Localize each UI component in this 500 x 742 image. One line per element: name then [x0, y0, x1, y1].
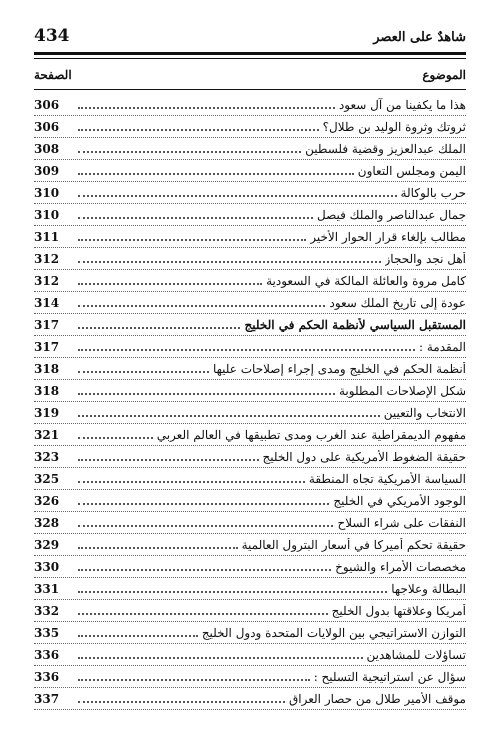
book-title: شاهدٌ على العصر [373, 30, 466, 45]
toc-entry-row [34, 336, 466, 358]
toc-entry-row [34, 666, 466, 688]
dot-leader [78, 678, 310, 681]
dot-leader [78, 128, 319, 131]
table-of-contents [34, 94, 466, 710]
toc-entry-row [34, 688, 466, 710]
dot-leader [78, 194, 397, 197]
toc-entry-title: التوازن الاستراتيجي بين الولايات المتحدة ودول الخليج [201, 625, 466, 640]
dot-leader [78, 282, 262, 285]
toc-entry-row [34, 622, 466, 644]
toc-page-number: 321 [34, 427, 60, 442]
header-rule-thick [34, 52, 466, 55]
dot-leader [78, 304, 325, 307]
toc-page-number: 328 [34, 515, 60, 530]
toc-page-number: 310 [34, 185, 60, 200]
toc-entry-title: جمال عبدالناصر والملك فيصل [317, 207, 466, 222]
header-rule-thin [34, 58, 466, 59]
toc-page-number: 306 [34, 97, 60, 112]
toc-entry-title: اليمن ومجلس التعاون [357, 163, 466, 178]
toc-page-number: 326 [34, 493, 60, 508]
toc-entry-row [34, 358, 466, 380]
running-head [34, 26, 466, 46]
toc-entry-title: مخصصات الأمراء والشيوخ [335, 559, 466, 574]
page-number: 434 [34, 26, 70, 46]
dot-leader [78, 568, 331, 571]
toc-entry-row [34, 138, 466, 160]
toc-entry-row [34, 578, 466, 600]
dot-leader [78, 502, 329, 505]
toc-page-number: 314 [34, 295, 60, 310]
toc-entry-title: حقيقة تحكم أميركا في أسعار البترول العالمية [241, 537, 466, 552]
toc-page-number: 337 [34, 691, 60, 706]
toc-entry-row [34, 226, 466, 248]
toc-entry-row [34, 248, 466, 270]
toc-page-number: 310 [34, 207, 60, 222]
toc-page-number: 312 [34, 251, 60, 266]
toc-entry-title: السياسة الأمريكية تجاه المنطقة [308, 471, 466, 486]
toc-entry-row [34, 600, 466, 622]
toc-page-number: 311 [34, 229, 60, 244]
page-column-header: الصفحة [34, 68, 72, 82]
toc-entry-title: شكل الإصلاحات المطلوبة [338, 383, 466, 398]
dot-leader [78, 348, 415, 351]
toc-page-number: 309 [34, 163, 60, 178]
dot-leader [78, 260, 381, 263]
toc-page-number: 318 [34, 383, 60, 398]
toc-page-number: 329 [34, 537, 60, 552]
toc-page-number: 318 [34, 361, 60, 376]
toc-page-number: 325 [34, 471, 60, 486]
dot-leader [78, 458, 259, 461]
dot-leader [78, 326, 240, 329]
toc-entry-row [34, 94, 466, 116]
toc-entry-row [34, 160, 466, 182]
dot-leader [78, 546, 238, 549]
dot-leader [78, 392, 335, 395]
toc-entry-title: أهل نجد والحجاز [384, 251, 466, 266]
toc-page-number: 312 [34, 273, 60, 288]
toc-entry-row [34, 182, 466, 204]
toc-page-number: 306 [34, 119, 60, 134]
toc-entry-title: كامل مروة والعائلة المالكة في السعودية [266, 273, 466, 288]
dot-leader [78, 150, 301, 153]
toc-page-number: 336 [34, 647, 60, 662]
topic-column-header: الموضوع [422, 68, 466, 82]
dot-leader [78, 238, 306, 241]
dot-leader [78, 480, 305, 483]
toc-entry-row [34, 204, 466, 226]
toc-entry-title: مطالب بإلغاء قرار الحوار الأخير [310, 229, 466, 244]
dot-leader [78, 216, 313, 219]
dot-leader [78, 656, 363, 659]
toc-page-number: 317 [34, 317, 60, 332]
toc-entry-title: البطالة وعلاجها [391, 581, 466, 596]
toc-entry-row [34, 446, 466, 468]
toc-entry-title: حقيقة الضغوط الأمريكية على دول الخليج [262, 449, 466, 464]
toc-entry-title: أنظمة الحكم في الخليج ومدى إجراء إصلاحات عليها [212, 361, 466, 376]
toc-entry-title: الانتخاب والتعيين [383, 405, 466, 420]
toc-entry-title: الوجود الأمريكي في الخليج [333, 493, 466, 508]
dot-leader [78, 634, 198, 637]
toc-entry-row [34, 270, 466, 292]
toc-entry-row [34, 380, 466, 402]
toc-entry-title: الملك عبدالعزيز وقضية فلسطين [305, 141, 466, 156]
toc-entry-row [34, 468, 466, 490]
toc-page-number: 323 [34, 449, 60, 464]
toc-page-number: 335 [34, 625, 60, 640]
toc-page-number: 331 [34, 581, 60, 596]
toc-entry-title: تساؤلات للمشاهدين [366, 647, 466, 662]
toc-entry-row [34, 402, 466, 424]
dot-leader [78, 414, 380, 417]
toc-page-number: 336 [34, 669, 60, 684]
toc-entry-title: عودة إلى تاريخ الملك سعود [329, 295, 466, 310]
dot-leader [78, 524, 333, 527]
toc-section-row [34, 314, 466, 336]
toc-entry-row [34, 424, 466, 446]
toc-entry-title: هذا ما يكفينا من آل سعود [338, 97, 466, 112]
toc-entry-title: المستقبل السياسي لأنظمة الحكم في الخليج [244, 317, 466, 332]
dot-leader [78, 172, 354, 175]
dot-leader [78, 590, 387, 593]
toc-entry-row [34, 116, 466, 138]
toc-entry-row [34, 512, 466, 534]
toc-entry-title: النفقات على شراء السلاح [337, 515, 466, 530]
toc-entry-row [34, 292, 466, 314]
toc-entry-title: موقف الأمير طلال من حصار العراق [288, 691, 466, 706]
toc-entry-title: مفهوم الديمقراطية عند الغرب ومدى تطبيقها في العالم العربي [156, 427, 466, 442]
toc-page-number: 319 [34, 405, 60, 420]
column-headers [34, 66, 466, 84]
dot-leader [78, 612, 328, 615]
toc-page-number: 330 [34, 559, 60, 574]
toc-page-number: 317 [34, 339, 60, 354]
column-header-rule [34, 89, 466, 90]
toc-entry-row [34, 556, 466, 578]
toc-entry-title: أمريكا وعلاقتها بدول الخليج [331, 603, 466, 618]
dot-leader [78, 700, 285, 703]
toc-entry-row [34, 644, 466, 666]
toc-entry-row [34, 490, 466, 512]
dot-leader [78, 370, 209, 373]
toc-page-number: 308 [34, 141, 60, 156]
toc-entry-title: سؤال عن استراتيجية التسليح : [313, 669, 466, 684]
toc-entry-title: المقدمة : [418, 339, 466, 354]
dot-leader [78, 106, 335, 109]
toc-page-number: 332 [34, 603, 60, 618]
toc-entry-title: ثروتك وثروة الوليد بن طلال؟ [322, 119, 466, 134]
toc-entry-row [34, 534, 466, 556]
dot-leader [78, 436, 153, 439]
toc-entry-title: حرب بالوكالة [400, 185, 466, 200]
